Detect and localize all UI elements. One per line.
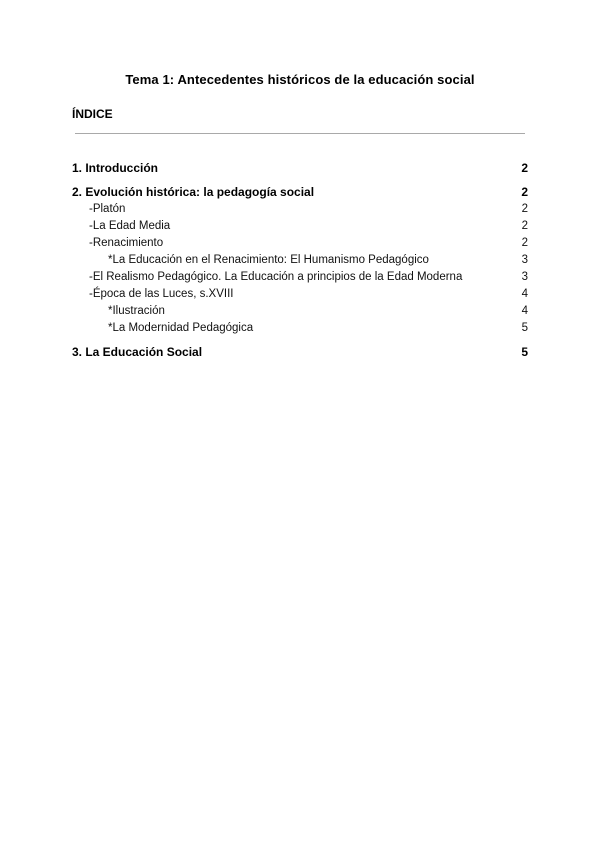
toc-entry-introduccion[interactable] [72,160,528,177]
toc-page-number: 2 [521,185,528,199]
toc-page-number: 5 [521,322,528,334]
toc-page-number: 5 [521,345,528,359]
toc-entry-label: *Ilustración [108,305,165,317]
toc-entry-label: -Platón [89,203,126,215]
toc-entry-label: -Época de las Luces, s.XVIII [89,288,234,300]
toc-entry-label: 2. Evolución histórica: la pedagogía social [72,185,315,199]
toc-entry-epoca-de-las-luces[interactable] [72,286,528,303]
toc-entry-label: *La Educación en el Renacimiento: El Humanismo Pedagógico [108,254,429,266]
toc-entry-label: -La Edad Media [89,220,171,232]
toc-entry-evolucion-historica[interactable] [72,184,528,201]
toc-page-number: 2 [521,161,528,175]
toc-page-number: 3 [521,271,528,283]
toc-entry-edad-media[interactable] [72,218,528,235]
toc-entry-renacimiento[interactable] [72,235,528,252]
toc-entry-humanismo-pedagogico[interactable] [72,252,528,269]
toc-entry-educacion-social[interactable] [72,344,528,361]
toc-page-number: 2 [521,237,528,249]
toc-page-number: 4 [521,305,528,317]
toc-page-number: 2 [521,203,528,215]
toc-entry-label: *La Modernidad Pedagógica [108,322,254,334]
toc-entry-label: -Renacimiento [89,237,164,249]
toc-entry-label: 1. Introducción [72,161,159,175]
toc-page-number: 4 [521,288,528,300]
index-heading: ÍNDICE [72,107,113,121]
toc-entry-realismo-pedagogico[interactable] [72,269,528,286]
toc-page-number: 2 [521,220,528,232]
toc-entry-label: 3. La Educación Social [72,345,203,359]
toc-entry-label: -El Realismo Pedagógico. La Educación a principios de la Edad Moderna [89,271,463,283]
divider-line [75,133,525,134]
document-title: Tema 1: Antecedentes históricos de la educación social [125,72,475,87]
toc-entry-platon[interactable] [72,201,528,218]
toc-page-number: 3 [521,254,528,266]
toc-entry-modernidad-pedagogica[interactable] [72,320,528,337]
toc-entry-ilustracion[interactable] [72,303,528,320]
table-of-contents [72,160,528,361]
